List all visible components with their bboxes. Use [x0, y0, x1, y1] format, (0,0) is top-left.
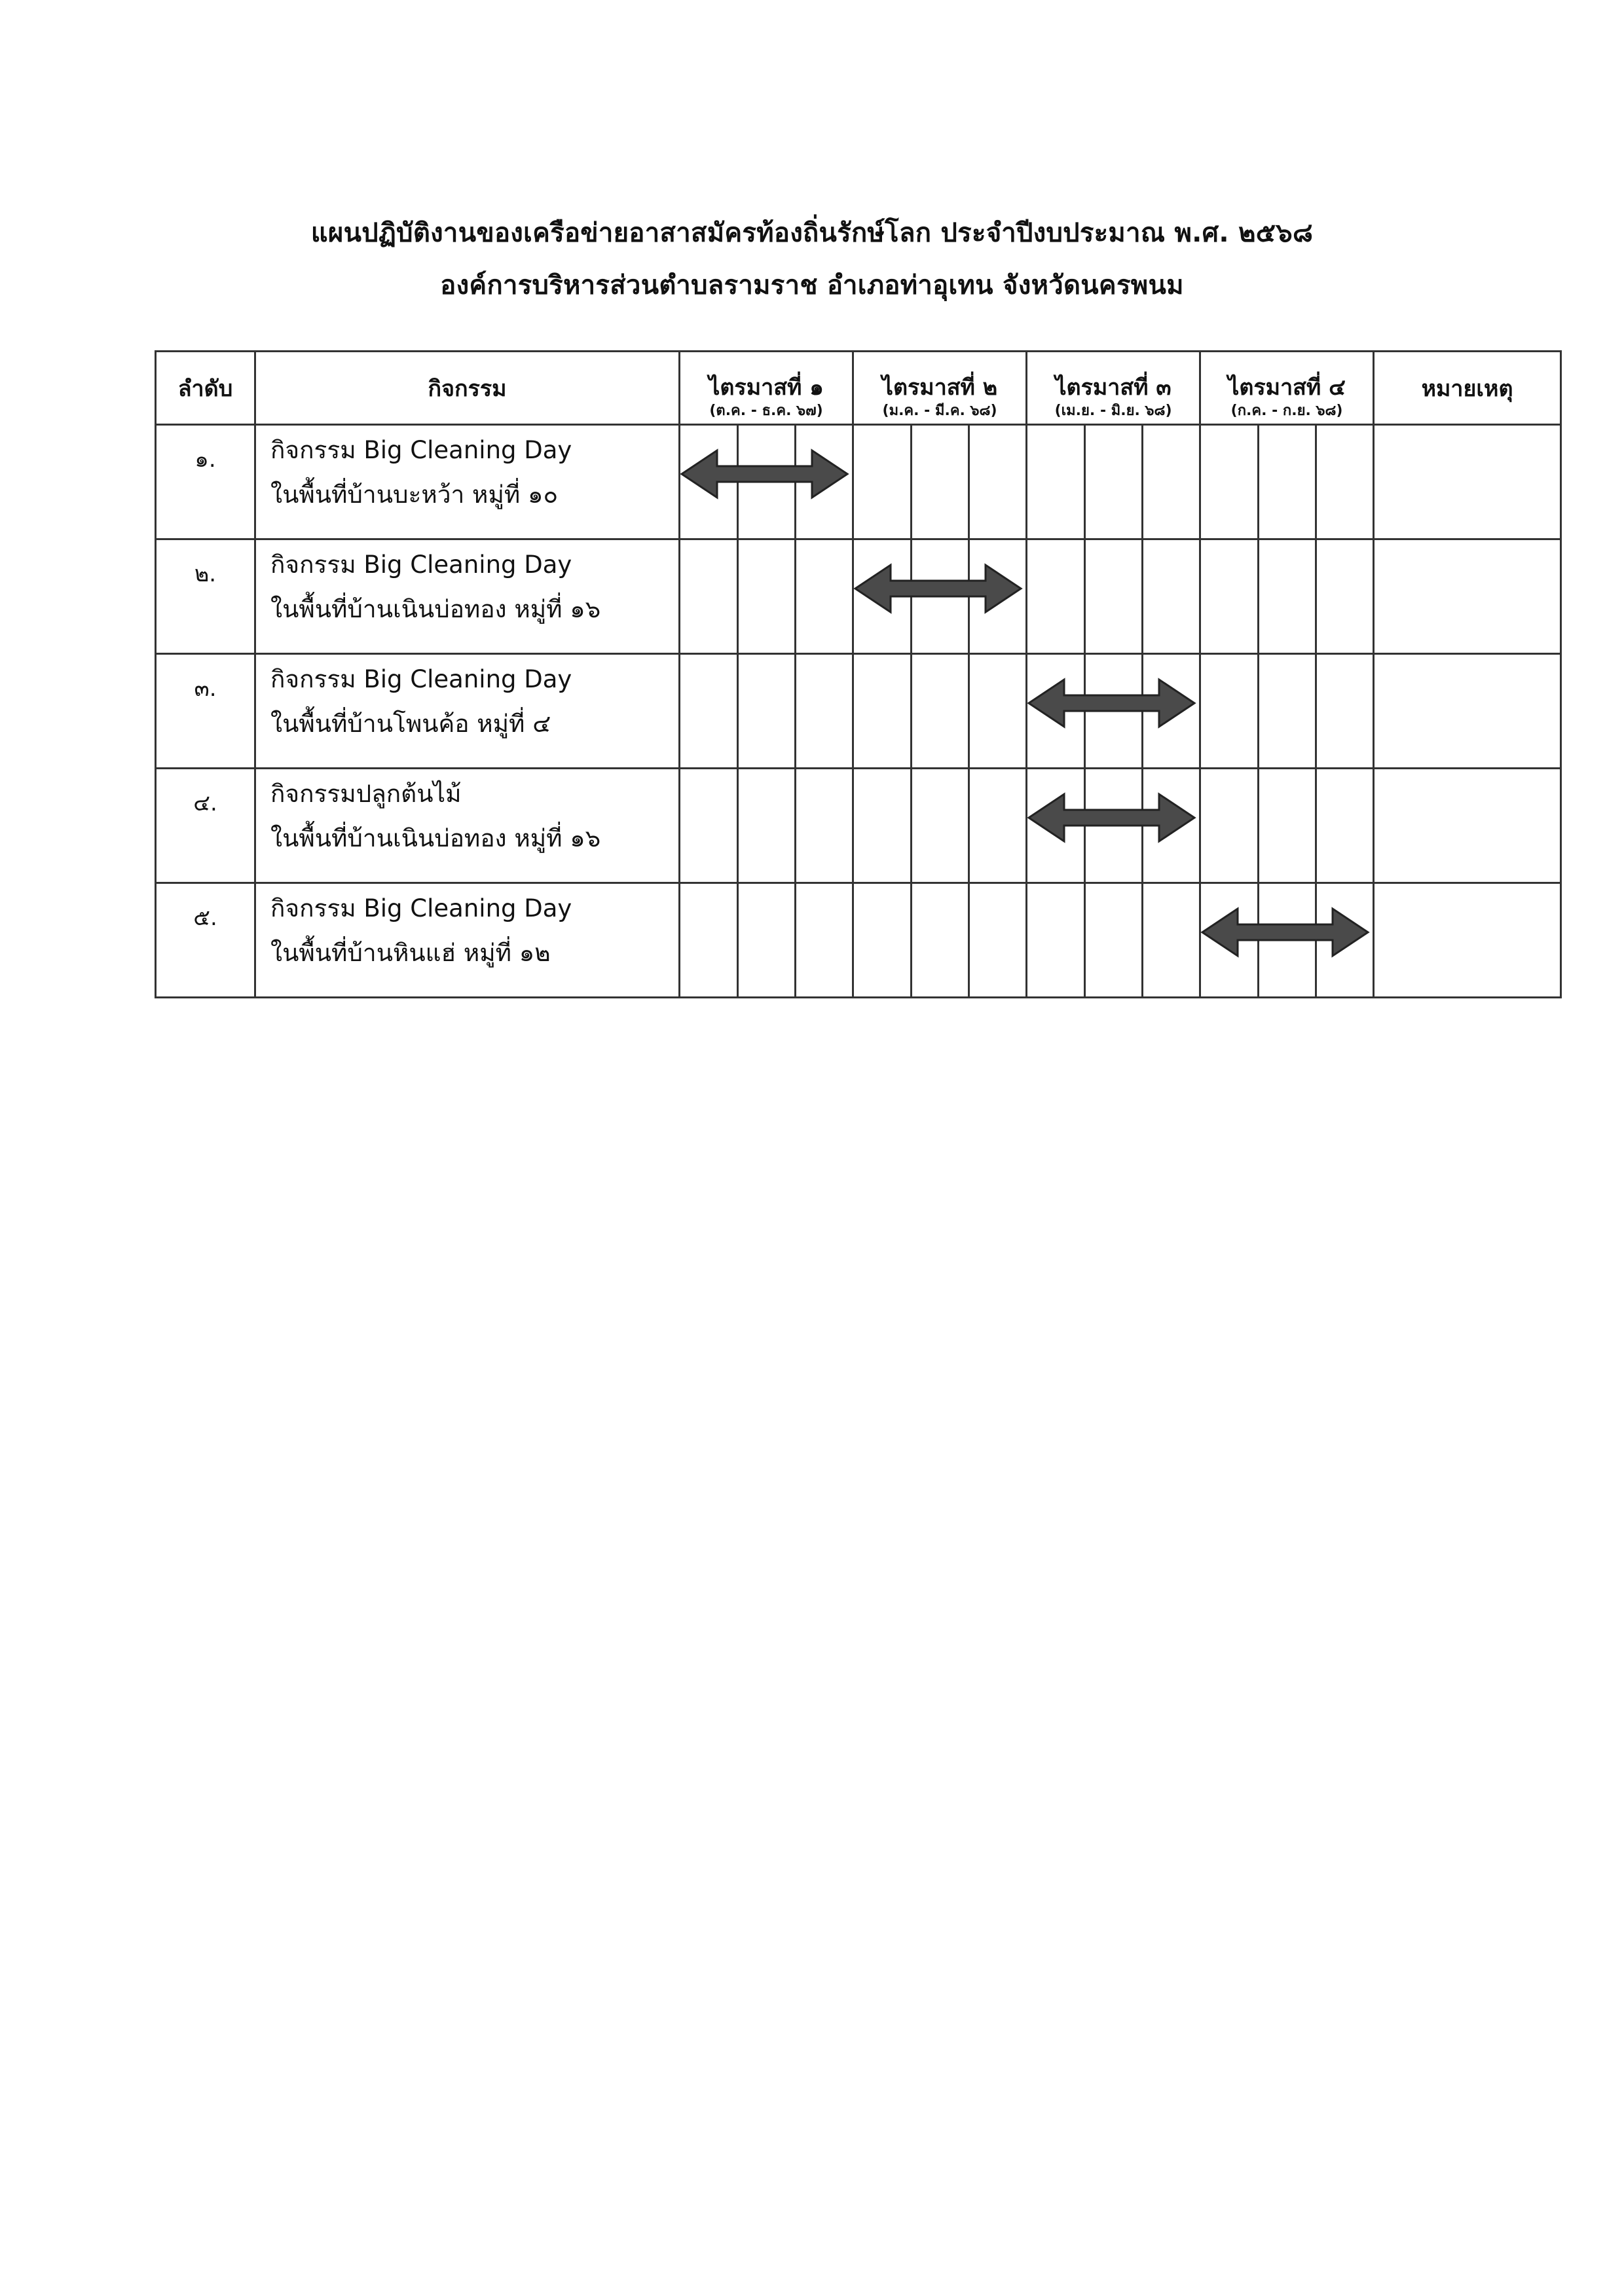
month-cell [738, 883, 796, 998]
remark-cell [1374, 769, 1561, 883]
header-quarter-2-months: (ม.ค. - มี.ค. ๖๘) [853, 401, 1027, 425]
month-cell [1027, 769, 1085, 883]
month-cell [912, 769, 969, 883]
month-cell [853, 539, 912, 654]
schedule-arrow-icon [853, 561, 1024, 616]
month-cell [1027, 654, 1085, 769]
month-cell [680, 654, 738, 769]
month-cell [1085, 883, 1143, 998]
activity-cell [255, 539, 680, 654]
month-cell [738, 539, 796, 654]
table-body [156, 425, 1561, 998]
activity-cell [255, 769, 680, 883]
month-cell [680, 539, 738, 654]
remark-cell [1374, 539, 1561, 654]
month-cell [1027, 425, 1085, 539]
activity-location: ในพื้นที่บ้านเนินบ่อทอง หมู่ที่ ๑๖ [270, 824, 601, 852]
month-cell [1259, 654, 1316, 769]
month-cell [1027, 883, 1085, 998]
month-cell [1316, 539, 1374, 654]
month-cell [853, 425, 912, 539]
month-cell [969, 425, 1027, 539]
month-cell [1200, 654, 1259, 769]
row-number: ๔. [156, 769, 255, 883]
month-cell [796, 539, 853, 654]
activity-cell [255, 425, 680, 539]
month-cell [1027, 539, 1085, 654]
month-cell [796, 769, 853, 883]
month-cell [1316, 425, 1374, 539]
activity-name: กิจกรรม Big Cleaning Day [270, 551, 572, 579]
header-quarter-4-months: (ก.ค. - ก.ย. ๖๘) [1200, 401, 1374, 425]
table-row [156, 539, 1561, 654]
activity-location: ในพื้นที่บ้านบะหว้า หมู่ที่ ๑๐ [270, 481, 559, 509]
action-plan-table [155, 350, 1562, 998]
month-cell [912, 654, 969, 769]
header-quarter-3-months: (เม.ย. - มิ.ย. ๖๘) [1027, 401, 1200, 425]
activity-name: กิจกรรมปลูกต้นไม้ [270, 780, 462, 808]
header-quarter-3: ไตรมาสที่ ๓ [1027, 352, 1200, 401]
month-cell [680, 769, 738, 883]
header-remark: หมายเหตุ [1374, 352, 1561, 425]
remark-cell [1374, 654, 1561, 769]
header-quarter-4: ไตรมาสที่ ๔ [1200, 352, 1374, 401]
month-cell [680, 425, 738, 539]
month-cell [1143, 425, 1200, 539]
month-cell [1316, 654, 1374, 769]
month-cell [969, 769, 1027, 883]
header-quarter-2: ไตรมาสที่ ๒ [853, 352, 1027, 401]
month-cell [1316, 769, 1374, 883]
remark-cell [1374, 425, 1561, 539]
month-cell [969, 654, 1027, 769]
activity-location: ในพื้นที่บ้านหินแฮ่ หมู่ที่ ๑๒ [270, 939, 551, 967]
month-cell [969, 883, 1027, 998]
table-row [156, 769, 1561, 883]
row-number: ๕. [156, 883, 255, 998]
header-no: ลำดับ [156, 352, 255, 425]
schedule-arrow-icon [1026, 790, 1197, 845]
month-cell [796, 883, 853, 998]
month-cell [1259, 539, 1316, 654]
activity-cell [255, 654, 680, 769]
month-cell [738, 769, 796, 883]
activity-name: กิจกรรม Big Cleaning Day [270, 665, 572, 693]
month-cell [912, 425, 969, 539]
month-cell [853, 883, 912, 998]
table-row [156, 425, 1561, 539]
month-cell [1200, 769, 1259, 883]
schedule-arrow-icon [1200, 905, 1371, 960]
month-cell [1200, 539, 1259, 654]
table-row [156, 883, 1561, 998]
month-cell [912, 883, 969, 998]
month-cell [853, 769, 912, 883]
month-cell [1259, 769, 1316, 883]
row-number: ๓. [156, 654, 255, 769]
month-cell [796, 654, 853, 769]
month-cell [1259, 425, 1316, 539]
activity-location: ในพื้นที่บ้านโพนค้อ หมู่ที่ ๔ [270, 710, 551, 738]
header-activity: กิจกรรม [255, 352, 680, 425]
table-row [156, 654, 1561, 769]
month-cell [1085, 539, 1143, 654]
month-cell [1200, 883, 1259, 998]
document-title-line-1: แผนปฏิบัติงานของเครือข่ายอาสาสมัครท้องถิ่นรักษ์โลก ประจำปีงบประมาณ พ.ศ. ๒๕๖๘ [310, 218, 1314, 248]
activity-cell [255, 883, 680, 998]
activity-location: ในพื้นที่บ้านเนินบ่อทอง หมู่ที่ ๑๖ [270, 595, 601, 623]
schedule-arrow-icon [679, 446, 850, 501]
activity-name: กิจกรรม Big Cleaning Day [270, 894, 572, 922]
month-cell [1200, 425, 1259, 539]
schedule-arrow-icon [1026, 676, 1197, 731]
remark-cell [1374, 883, 1561, 998]
header-row [156, 352, 1561, 401]
month-cell [853, 654, 912, 769]
month-cell [1143, 883, 1200, 998]
month-cell [1085, 425, 1143, 539]
month-cell [1143, 539, 1200, 654]
document-title-line-2: องค์การบริหารส่วนตำบลรามราช อำเภอท่าอุเทน จังหวัดนครพนม [440, 270, 1184, 301]
month-cell [680, 883, 738, 998]
row-number: ๑. [156, 425, 255, 539]
header-quarter-1-months: (ต.ค. - ธ.ค. ๖๗) [680, 401, 853, 425]
activity-name: กิจกรรม Big Cleaning Day [270, 436, 572, 464]
header-quarter-1: ไตรมาสที่ ๑ [680, 352, 853, 401]
month-cell [738, 654, 796, 769]
row-number: ๒. [156, 539, 255, 654]
